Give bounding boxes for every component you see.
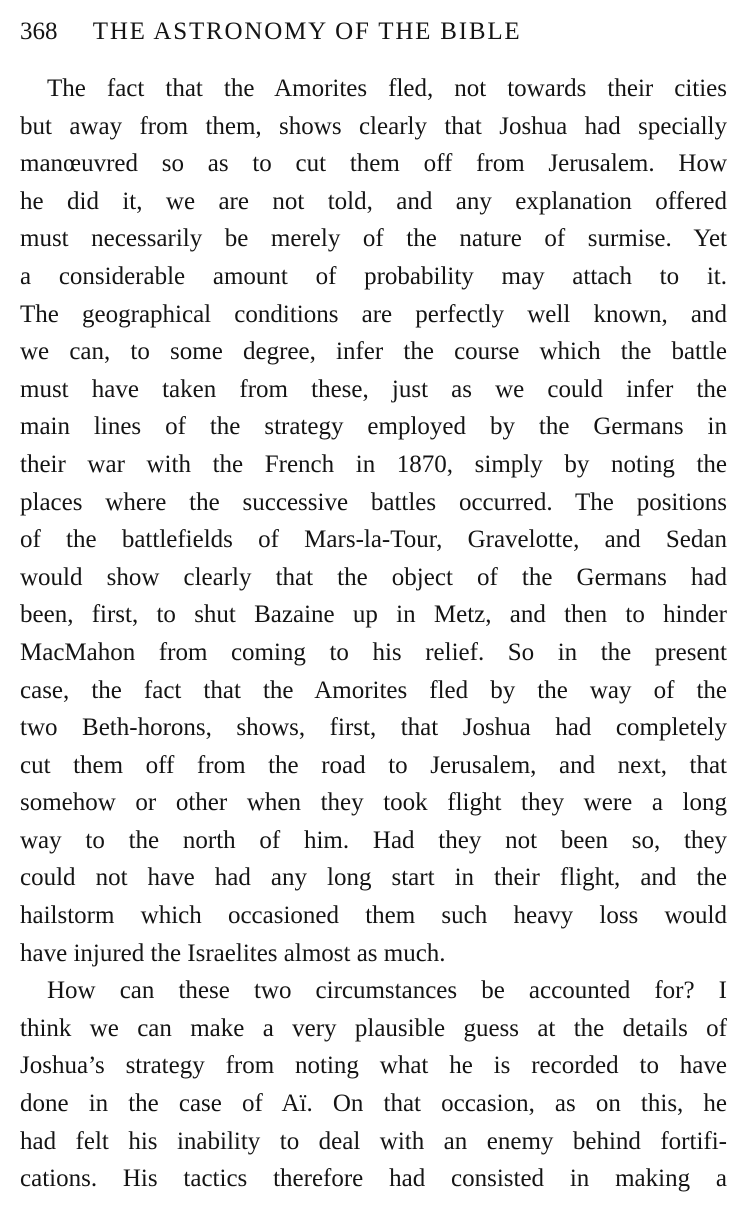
text-line: had felt his inability to deal with an enemy behind fortifi- <box>20 1127 727 1155</box>
paragraph-1 <box>20 70 727 972</box>
text-line: would show clearly that the object of the Germans had <box>20 563 727 591</box>
running-title: THE ASTRONOMY OF THE BIBLE <box>92 18 522 45</box>
text-line: have injured the Israelites almost as much. <box>20 939 446 967</box>
text-line: been, first, to shut Bazaine up in Metz, and then to hinder <box>20 601 727 629</box>
text-line: case, the fact that the Amorites fled by the way of the <box>20 676 727 704</box>
text-line: but away from them, shows clearly that Joshua had specially <box>20 112 727 140</box>
paragraph-2 <box>20 972 727 1198</box>
text-line: MacMahon from coming to his relief. So in the present <box>20 638 727 666</box>
text-line: their war with the French in 1870, simply by noting the <box>20 450 727 478</box>
text-line: he did it, we are not told, and any explanation offered <box>20 187 727 215</box>
text-line: must necessarily be merely of the nature of surmise. Yet <box>20 225 727 253</box>
text-line: could not have had any long start in their flight, and the <box>20 864 727 892</box>
text-line: places where the successive battles occurred. The positions <box>20 488 727 516</box>
text-line: think we can make a very plausible guess at the details of <box>20 1014 727 1042</box>
page-number: 368 <box>20 18 58 45</box>
text-line: done in the case of Aï. On that occasion, as on this, he <box>20 1090 727 1118</box>
text-line: a considerable amount of probability may attach to it. <box>20 262 727 290</box>
text-line: somehow or other when they took flight they were a long <box>20 789 727 817</box>
text-line: Joshua’s strategy from noting what he is recorded to have <box>20 1052 727 1080</box>
text-line: must have taken from these, just as we could infer the <box>20 375 727 403</box>
text-line: main lines of the strategy employed by the Germans in <box>20 413 727 441</box>
text-line: manœuvred so as to cut them off from Jerusalem. How <box>20 150 727 178</box>
text-line: we can, to some degree, infer the course which the battle <box>20 338 727 366</box>
text-line: The geographical conditions are perfectly well known, and <box>20 300 727 328</box>
text-line: two Beth-horons, shows, first, that Joshua had completely <box>20 714 727 742</box>
body-text <box>20 70 727 1198</box>
text-line: The fact that the Amorites fled, not towards their cities <box>47 75 727 102</box>
text-line: way to the north of him. Had they not been so, they <box>20 826 727 854</box>
text-line: cations. His tactics therefore had consisted in making a <box>20 1165 727 1193</box>
text-line: of the battlefields of Mars-la-Tour, Gravelotte, and Sedan <box>20 526 727 554</box>
page-header <box>20 14 740 54</box>
text-line: hailstorm which occasioned them such heavy loss would <box>20 902 727 930</box>
text-line: How can these two circumstances be accounted for? I <box>47 977 727 1005</box>
text-line: cut them off from the road to Jerusalem, and next, that <box>20 751 727 779</box>
